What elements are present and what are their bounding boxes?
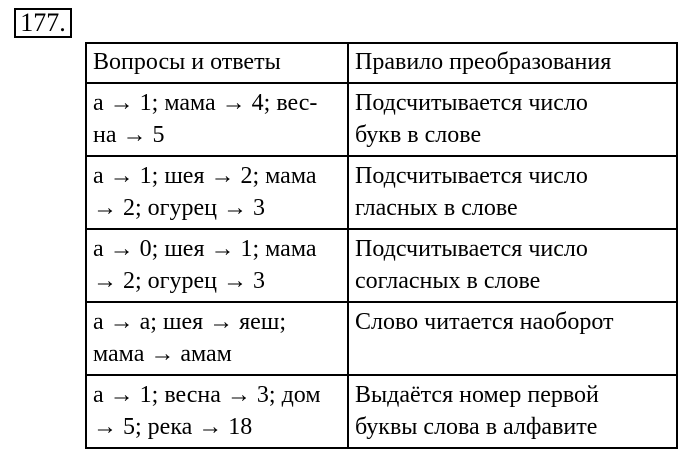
rule-line: Подсчитывается число [355, 163, 588, 189]
qa-line: а → а; шея → яеш; [93, 309, 286, 335]
task-number-box [14, 8, 72, 38]
qa-cell [86, 83, 348, 156]
qa-cell [86, 156, 348, 229]
table-row [86, 83, 677, 156]
qa-line: → 5; река → 18 [93, 414, 253, 440]
table-row [86, 302, 677, 375]
rule-cell [348, 375, 677, 448]
rule-line: букв в слове [355, 122, 482, 148]
rule-cell [348, 302, 677, 375]
header-questions-answers: Вопросы и ответы [86, 43, 348, 83]
rule-line: буквы слова в алфавите [355, 414, 598, 440]
qa-line: а → 1; весна → 3; дом [93, 382, 321, 408]
rule-line: Выдаётся номер первой [355, 382, 599, 408]
task-number: 177. [20, 8, 66, 37]
rule-line: Подсчитывается число [355, 90, 588, 116]
table-row [86, 156, 677, 229]
qa-line: а → 1; мама → 4; вес- [93, 90, 318, 116]
header-transformation-rule: Правило преобразования [348, 43, 677, 83]
qa-line: а → 1; шея → 2; мама [93, 163, 317, 189]
qa-cell [86, 375, 348, 448]
rule-cell [348, 156, 677, 229]
rule-line: согласных в слове [355, 268, 541, 294]
transformation-rules-table [85, 42, 678, 449]
qa-line: а → 0; шея → 1; мама [93, 236, 317, 262]
table-row [86, 229, 677, 302]
rule-cell [348, 83, 677, 156]
qa-line: → 2; огурец → 3 [93, 195, 266, 221]
rule-cell [348, 229, 677, 302]
rule-line: Подсчитывается число [355, 236, 588, 262]
qa-line: на → 5 [93, 122, 165, 148]
qa-line: → 2; огурец → 3 [93, 268, 266, 294]
qa-cell [86, 302, 348, 375]
table-row [86, 375, 677, 448]
rule-line: Слово читается наоборот [355, 309, 614, 335]
qa-line: мама → амам [93, 341, 232, 367]
rule-line: гласных в слове [355, 195, 518, 221]
qa-cell [86, 229, 348, 302]
table-header-row [86, 43, 677, 83]
